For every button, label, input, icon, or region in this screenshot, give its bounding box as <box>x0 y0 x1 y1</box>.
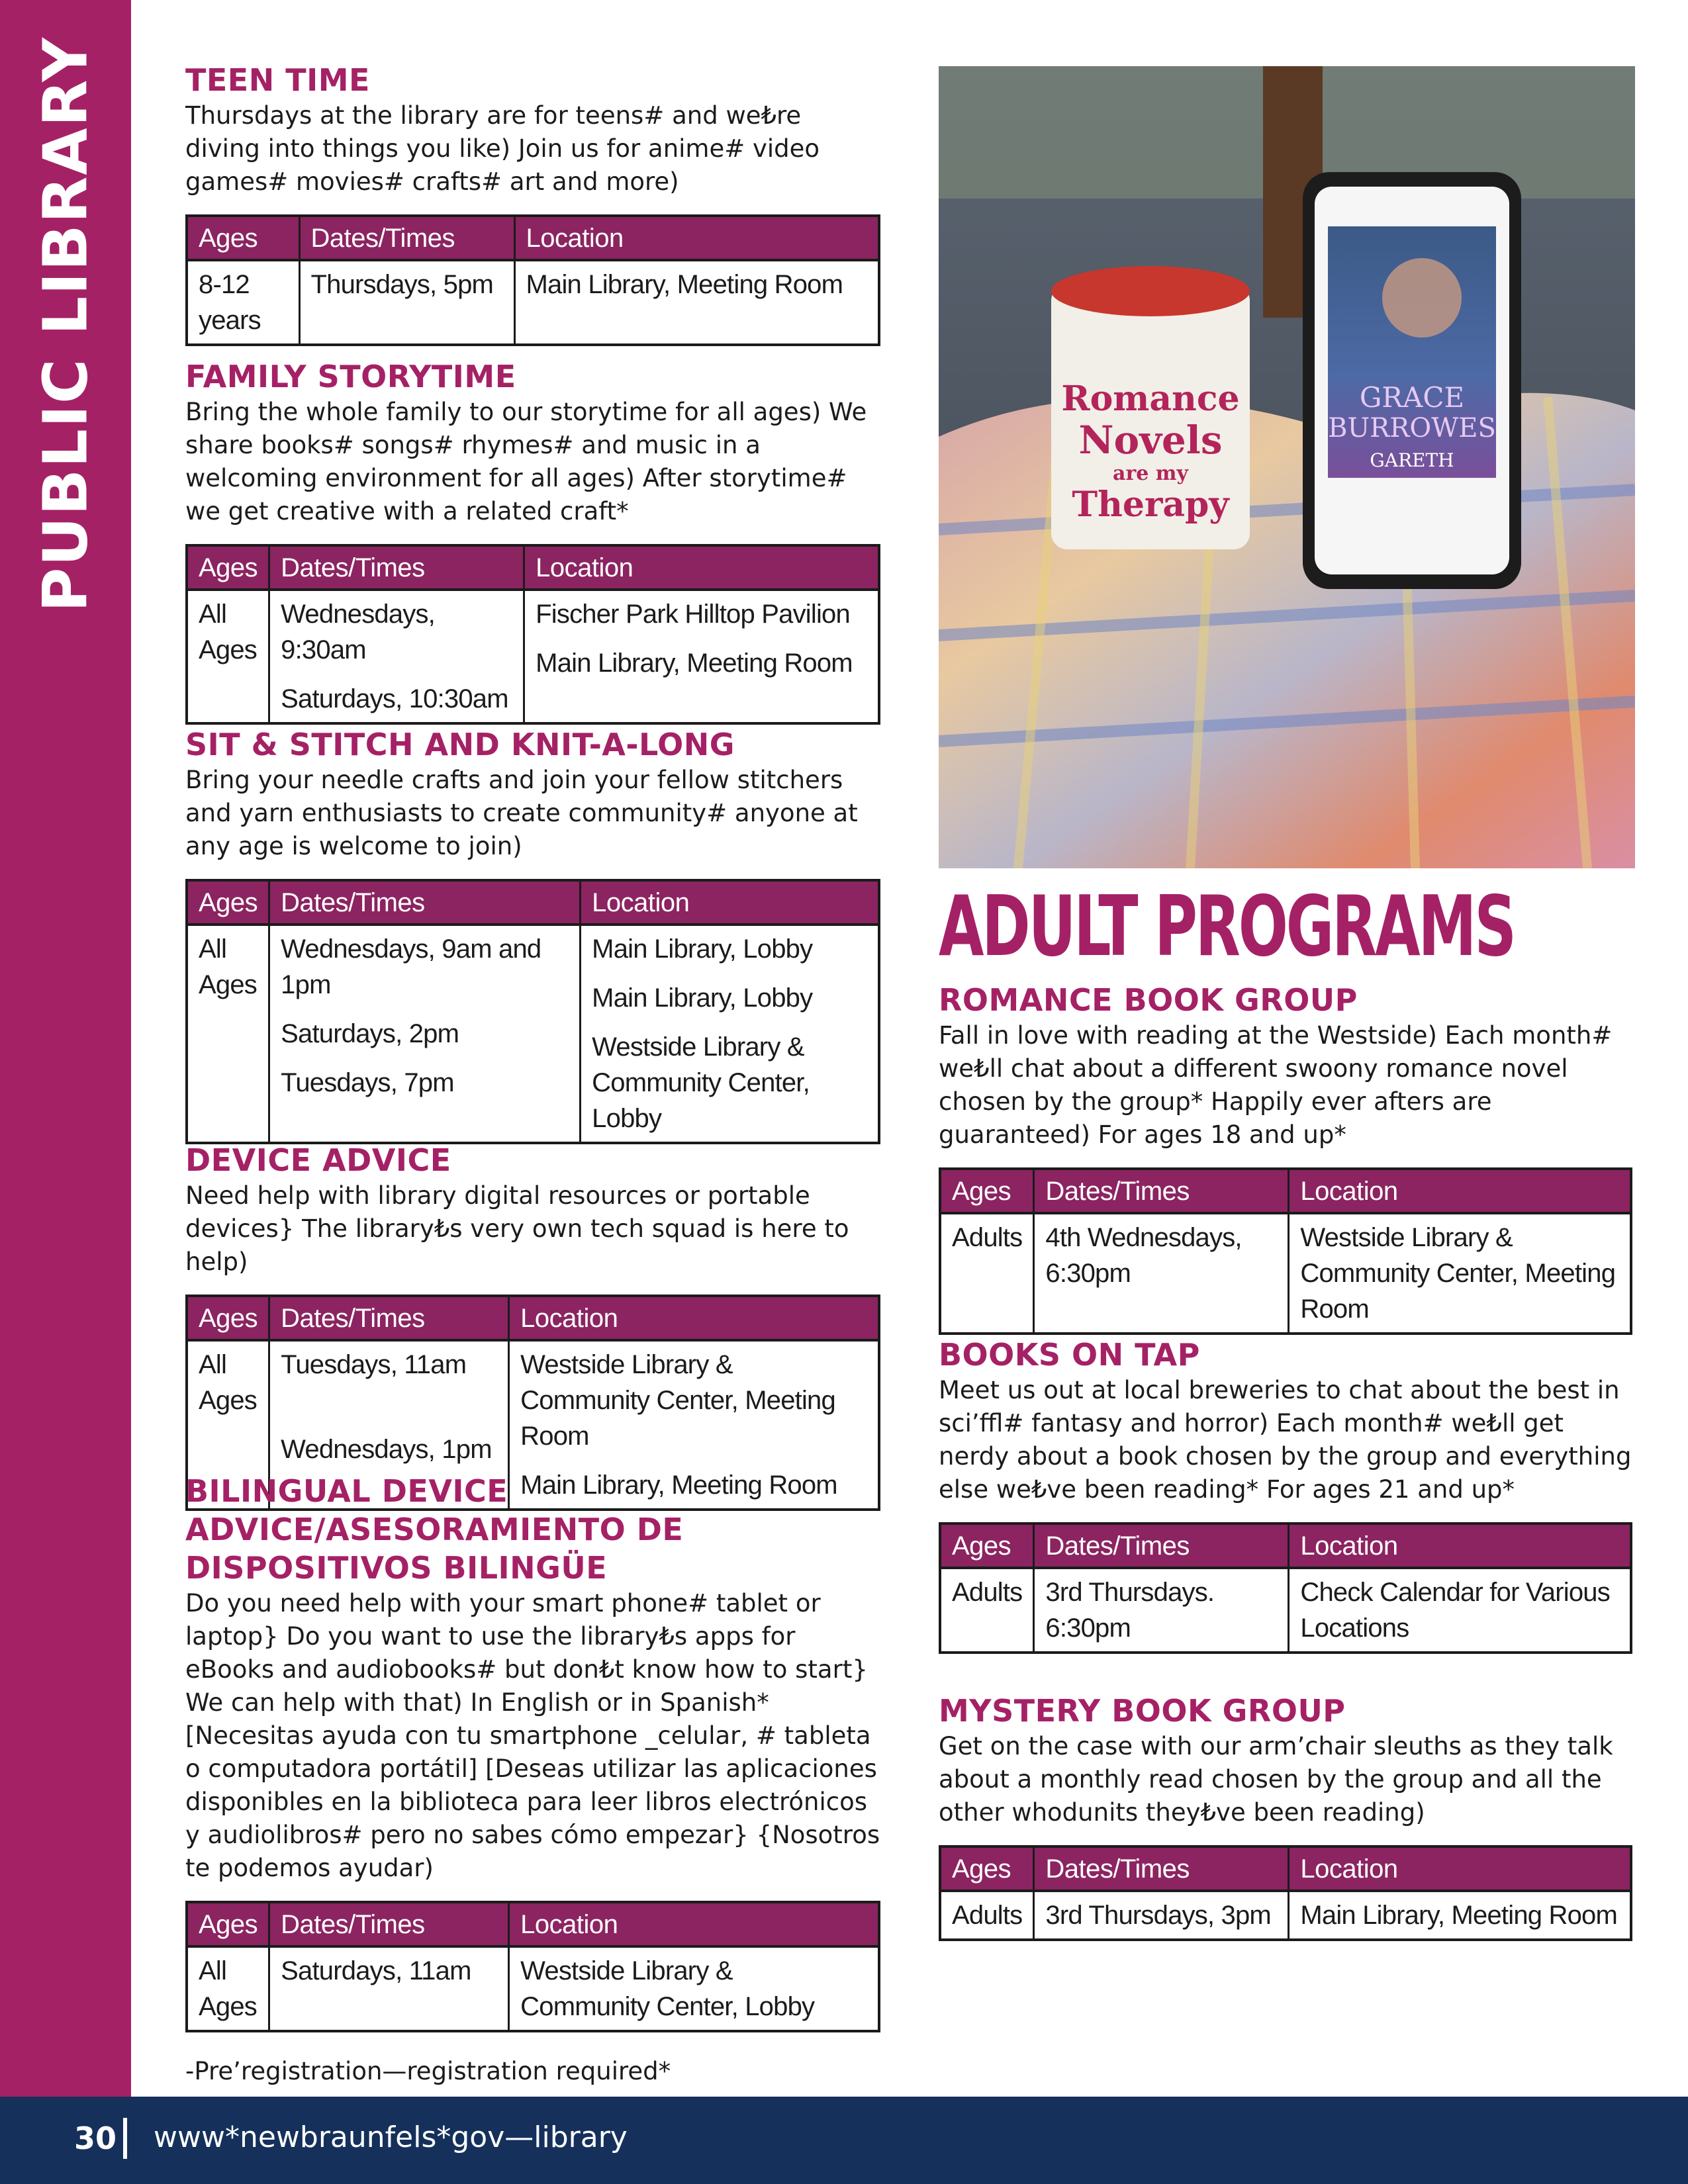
location-line: Fischer Park Hilltop Pavilion <box>536 600 850 629</box>
footer-divider <box>123 2118 127 2159</box>
date-line: Wednesdays, 9:30am <box>281 600 435 664</box>
page-number: 30 <box>74 2120 117 2156</box>
romance-desc: Fall in love with reading at the Westside) Each month# we₺ll chat about a different swoony romance novel chosen by the group* Happily ever afters are guaranteed) For ages 18 and up* <box>939 1021 1613 1149</box>
location-line: Main Library, Meeting Room <box>520 1471 837 1500</box>
col-ages: Ages <box>940 1169 1034 1213</box>
col-ages: Ages <box>940 1846 1034 1891</box>
cover-figure <box>1382 258 1462 338</box>
teen-time-desc: Thursdays at the library are for teens# and we₺re diving into things you like) Join us for anime# video games# movies# crafts# art and more) <box>185 101 820 196</box>
romance-table <box>939 1167 1632 1335</box>
col-dates: Dates/Times <box>1034 1846 1289 1891</box>
col-location: Location <box>524 545 879 590</box>
table-header-row <box>940 1846 1631 1891</box>
col-ages: Ages <box>187 545 269 590</box>
date-line: Wednesdays, 1pm <box>281 1435 492 1464</box>
sit-stitch-table <box>185 879 880 1144</box>
sidebar-title: PUBLIC LIBRARY <box>30 36 101 613</box>
col-location: Location <box>581 880 879 925</box>
family-storytime-desc: Bring the whole family to our storytime for all ages) We share books# songs# rhymes# and music in a welcoming environment for all ages) After storytime# we get creative with a related craft* <box>185 398 867 525</box>
col-location: Location <box>1289 1169 1631 1213</box>
table-row <box>187 260 879 345</box>
cell-dates: 4th Wednesdays, 6:30pm <box>1034 1213 1289 1334</box>
table-header-row <box>940 1169 1631 1213</box>
cell-ages: Adults <box>940 1213 1034 1334</box>
col-ages: Ages <box>187 1902 269 1946</box>
table-row <box>187 925 879 1143</box>
section-family-storytime <box>185 357 880 725</box>
col-dates: Dates/Times <box>299 216 514 260</box>
family-storytime-title: FAMILY STORYTIME <box>185 359 516 394</box>
cell-ages: Adults <box>940 1891 1034 1940</box>
date-line: Wednesdays, 9am and 1pm <box>281 934 541 999</box>
location-line: Westside Library & Community Center, Meeting Room <box>520 1350 835 1451</box>
location-line: Westside Library & Community Center, Lobby <box>592 1032 810 1133</box>
table-header-row <box>187 545 879 590</box>
footnote: -Pre’registration—registration required* <box>185 2057 671 2085</box>
cell-dates: 3rd Thursdays. 6:30pm <box>1034 1568 1289 1653</box>
mug <box>1051 266 1250 549</box>
device-advice-title: DEVICE ADVICE <box>185 1142 451 1178</box>
cell-dates <box>269 590 524 723</box>
col-dates: Dates/Times <box>269 545 524 590</box>
location-line: Main Library, Lobby <box>592 934 813 964</box>
sidebar <box>0 0 131 2097</box>
col-dates: Dates/Times <box>269 880 581 925</box>
cell-ages: All Ages <box>187 590 269 723</box>
section-teen-time <box>185 61 880 346</box>
mystery-title: MYSTERY BOOK GROUP <box>939 1693 1346 1729</box>
romance-title: ROMANCE BOOK GROUP <box>939 982 1358 1018</box>
col-location: Location <box>1289 1524 1631 1568</box>
cell-dates: Thursdays, 5pm <box>299 260 514 345</box>
cell-ages: Adults <box>940 1568 1034 1653</box>
cell-location: Westside Library & Community Center, Lobby <box>509 1946 879 2031</box>
mystery-table <box>939 1845 1632 1941</box>
col-dates: Dates/Times <box>269 1902 509 1946</box>
mug-rim <box>1051 266 1250 316</box>
cell-location <box>581 925 879 1143</box>
phone <box>1303 172 1521 589</box>
mug-text-4: Therapy <box>1072 484 1229 525</box>
col-ages: Ages <box>187 880 269 925</box>
col-ages: Ages <box>187 216 299 260</box>
mug-text-1: Romance <box>1061 379 1240 419</box>
mug-text-3: are my <box>1113 462 1188 485</box>
cell-location: Westside Library & Community Center, Meeting Room <box>1289 1213 1631 1334</box>
date-line: Saturdays, 10:30am <box>281 684 508 713</box>
mystery-desc: Get on the case with our arm’chair sleuths as they talk about a monthly read chosen by the group and all the other whodunits they₺ve been reading) <box>939 1732 1613 1827</box>
col-dates: Dates/Times <box>1034 1524 1289 1568</box>
device-advice-desc: Need help with library digital resources or portable devices} The library₺s very own tech squad is here to help) <box>185 1181 849 1276</box>
table-header-row <box>187 1902 879 1946</box>
col-location: Location <box>509 1902 879 1946</box>
section-sit-stitch <box>185 725 880 1144</box>
table-row <box>940 1568 1631 1653</box>
footer <box>0 2097 1688 2184</box>
col-ages: Ages <box>187 1296 269 1340</box>
bilingual-table <box>185 1901 880 2032</box>
cell-location: Main Library, Meeting Room <box>1289 1891 1631 1940</box>
cell-ages: All Ages <box>187 1946 269 2031</box>
family-storytime-table <box>185 544 880 725</box>
footer-url[interactable]: www*newbraunfels*gov—library <box>154 2120 628 2154</box>
location-line: Main Library, Lobby <box>592 983 813 1013</box>
date-line: Tuesdays, 11am <box>281 1350 467 1379</box>
sit-stitch-title: SIT & STITCH AND KNIT-A-LONG <box>185 727 735 762</box>
promo-photo <box>939 66 1635 868</box>
teen-time-title: TEEN TIME <box>185 62 370 98</box>
adult-programs-heading: ADULT PROGRAMS <box>939 878 1515 975</box>
date-line: Tuesdays, 7pm <box>281 1068 454 1097</box>
book-author-2: BURROWES <box>1328 413 1496 443</box>
table-row <box>940 1891 1631 1940</box>
cell-location <box>524 590 879 723</box>
section-books-on-tap <box>939 1336 1632 1654</box>
books-on-tap-desc: Meet us out at local breweries to chat about the best in sci’ffl# fantasy and horror) Each month# we₺ll get nerdy about a book chosen by the group and everything else we₺ve been reading* For ages 21 and up* <box>939 1376 1632 1504</box>
cell-ages: All Ages <box>187 1340 269 1510</box>
col-location: Location <box>1289 1846 1631 1891</box>
col-location: Location <box>514 216 879 260</box>
photo-illustration <box>939 66 1635 868</box>
section-mystery <box>939 1692 1632 1941</box>
table-row <box>187 590 879 723</box>
book-title: GARETH <box>1370 449 1454 471</box>
col-dates: Dates/Times <box>1034 1169 1289 1213</box>
table-header-row <box>187 880 879 925</box>
cell-location: Check Calendar for Various Locations <box>1289 1568 1631 1653</box>
table-row <box>940 1213 1631 1334</box>
book-author-1: GRACE <box>1359 381 1465 414</box>
section-bilingual <box>185 1472 880 2032</box>
table-header-row <box>187 216 879 260</box>
cell-ages: 8-12 years <box>187 260 299 345</box>
books-on-tap-table <box>939 1522 1632 1654</box>
cell-dates: Saturdays, 11am <box>269 1946 509 2031</box>
bilingual-desc: Do you need help with your smart phone# tablet or laptop} Do you want to use the library₺s apps for eBooks and audiobooks# but don₺t know how to start} We can help with that) In English or in Spanish* [Necesitas ayuda con tu smartphone _celular, # tableta o computadora portátil] [Deseas utilizar las aplicaciones disponibles en la biblioteca para leer libros electrónicos y audiolibros# pero no sabes cómo empezar} {Nosotros te podemos ayudar) <box>185 1589 880 1882</box>
teen-time-table <box>185 214 880 346</box>
sit-stitch-desc: Bring your needle crafts and join your fellow stitchers and yarn enthusiasts to create community# anyone at any age is welcome to join) <box>185 766 858 860</box>
location-line: Main Library, Meeting Room <box>536 649 853 678</box>
table-row <box>187 1946 879 2031</box>
books-on-tap-title: BOOKS ON TAP <box>939 1337 1200 1373</box>
date-line: Saturdays, 2pm <box>281 1019 459 1048</box>
section-romance <box>939 981 1632 1335</box>
cell-location: Main Library, Meeting Room <box>514 260 879 345</box>
table-header-row <box>940 1524 1631 1568</box>
col-location: Location <box>509 1296 879 1340</box>
cell-ages: All Ages <box>187 925 269 1143</box>
bilingual-title: BILINGUAL DEVICE ADVICE/ASESORAMIENTO DE DISPOSITIVOS BILINGÜE <box>185 1473 684 1586</box>
col-ages: Ages <box>940 1524 1034 1568</box>
mug-text-2: Novels <box>1078 418 1223 463</box>
col-dates: Dates/Times <box>269 1296 509 1340</box>
table-header-row <box>187 1296 879 1340</box>
cell-dates <box>269 925 581 1143</box>
cell-dates: 3rd Thursdays, 3pm <box>1034 1891 1289 1940</box>
section-device-advice <box>185 1141 880 1511</box>
